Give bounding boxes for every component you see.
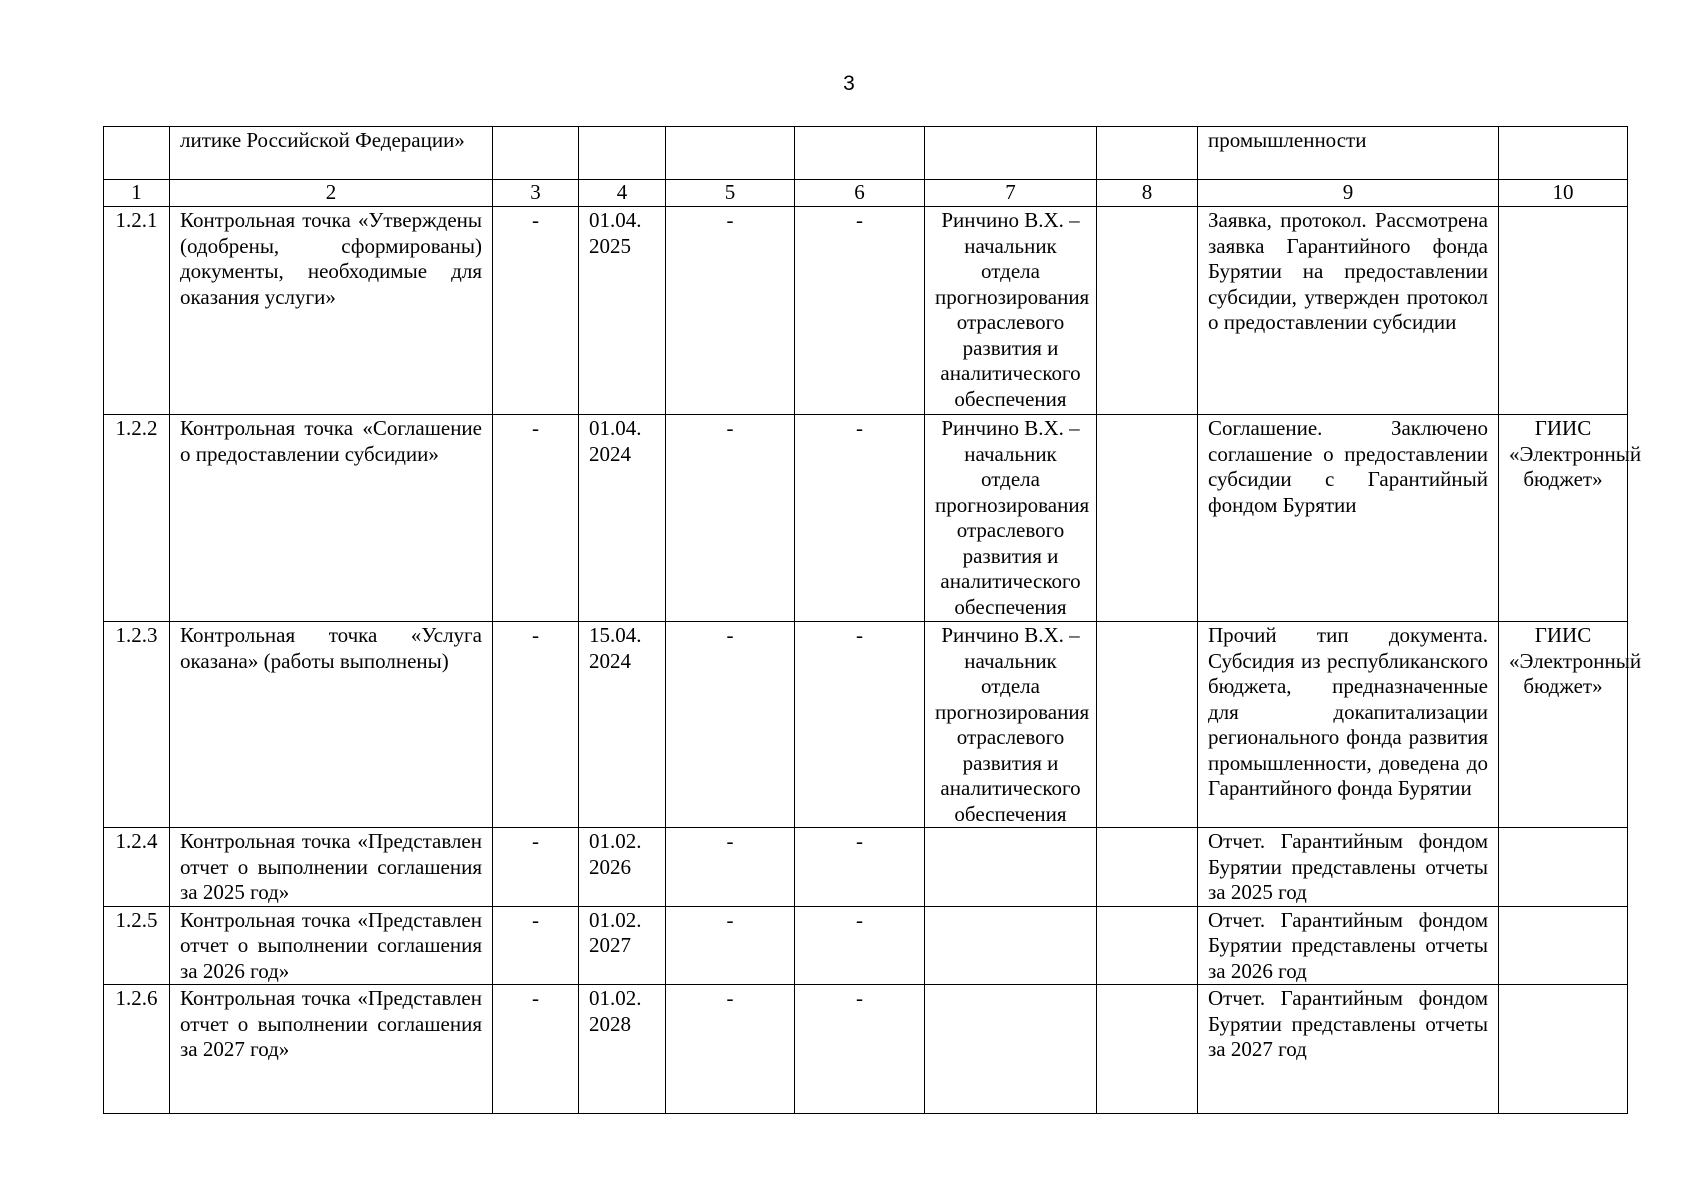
row-number: 1.2.4 (104, 828, 170, 907)
column-number: 1 (104, 180, 170, 207)
row-system: ГИИС «Электронный бюджет» (1499, 415, 1628, 622)
column-number: 4 (579, 180, 666, 207)
row-result: Прочий тип документа. Субсидия из республиканского бюджета, предназначенные для докапитализации регионального фонда развития промышленности, доведена до Гарантийного фонда Бурятии (1198, 622, 1499, 828)
row-name: Контрольная точка «Соглашение о предоставлении субсидии» (170, 415, 493, 622)
row-system (1499, 906, 1628, 985)
column-number-row (104, 180, 1628, 207)
row-number: 1.2.1 (104, 207, 170, 415)
row-number: 1.2.6 (104, 985, 170, 1114)
row-name: Контрольная точка «Услуга оказана» (работы выполнены) (170, 622, 493, 828)
row-result: Соглашение. Заключено соглашение о предоставлении субсидии с Гарантийный фондом Бурятии (1198, 415, 1499, 622)
row-date: 01.04. 2025 (579, 207, 666, 415)
row-col8 (1097, 906, 1198, 985)
row-date: 01.02. 2027 (579, 906, 666, 985)
row-col3: - (493, 622, 579, 828)
table-row (104, 207, 1628, 415)
column-number: 7 (925, 180, 1097, 207)
row-name: Контрольная точка «Представлен отчет о выполнении соглашения за 2025 год» (170, 828, 493, 907)
row-col5: - (666, 207, 795, 415)
row-system (1499, 985, 1628, 1114)
row-result: Отчет. Гарантийным фондом Бурятии представлены отчеты за 2026 год (1198, 906, 1499, 985)
row-col8 (1097, 415, 1198, 622)
continuation-row (104, 127, 1628, 180)
row-col8 (1097, 828, 1198, 907)
column-number: 2 (170, 180, 493, 207)
row-system: ГИИС «Электронный бюджет» (1499, 622, 1628, 828)
row-system (1499, 828, 1628, 907)
row-responsible (925, 985, 1097, 1114)
table-row (104, 622, 1628, 828)
row-date: 01.02. 2028 (579, 985, 666, 1114)
row-result: Отчет. Гарантийным фондом Бурятии представлены отчеты за 2027 год (1198, 985, 1499, 1114)
row-name: Контрольная точка «Представлен отчет о выполнении соглашения за 2027 год» (170, 985, 493, 1114)
row-responsible (925, 828, 1097, 907)
row-col6: - (795, 622, 925, 828)
column-number: 6 (795, 180, 925, 207)
row-col3: - (493, 207, 579, 415)
row-responsible: Ринчино В.Х. – начальник отдела прогнозирования отраслевого развития и аналитического обеспечения (925, 207, 1097, 415)
column-number: 10 (1499, 180, 1628, 207)
column-number: 3 (493, 180, 579, 207)
row-col8 (1097, 207, 1198, 415)
row-col5: - (666, 906, 795, 985)
row-responsible: Ринчино В.Х. – начальник отдела прогнозирования отраслевого развития и аналитического обеспечения (925, 622, 1097, 828)
row-name: Контрольная точка «Представлен отчет о выполнении соглашения за 2026 год» (170, 906, 493, 985)
row-col6: - (795, 415, 925, 622)
row-col3: - (493, 415, 579, 622)
row-responsible: Ринчино В.Х. – начальник отдела прогнозирования отраслевого развития и аналитического обеспечения (925, 415, 1097, 622)
row-date: 01.04. 2024 (579, 415, 666, 622)
row-col8 (1097, 622, 1198, 828)
table-row (104, 906, 1628, 985)
row-result: Заявка, протокол. Рассмотрена заявка Гарантийного фонда Бурятии на предоставлении субсидии, утвержден протокол о предоставлении субсидии (1198, 207, 1499, 415)
row-date: 15.04. 2024 (579, 622, 666, 828)
row-col6: - (795, 828, 925, 907)
row-name: Контрольная точка «Утверждены (одобрены, сформированы) документы, необходимые для оказания услуги» (170, 207, 493, 415)
continuation-col9: промышленности (1198, 127, 1499, 180)
row-col5: - (666, 622, 795, 828)
row-result: Отчет. Гарантийным фондом Бурятии представлены отчеты за 2025 год (1198, 828, 1499, 907)
row-col6: - (795, 906, 925, 985)
column-number: 9 (1198, 180, 1499, 207)
table-row (104, 415, 1628, 622)
row-number: 1.2.3 (104, 622, 170, 828)
table-row (104, 828, 1628, 907)
continuation-col2: литике Российской Федерации» (170, 127, 493, 180)
row-col3: - (493, 828, 579, 907)
row-col5: - (666, 985, 795, 1114)
row-col5: - (666, 415, 795, 622)
row-col3: - (493, 985, 579, 1114)
row-col5: - (666, 828, 795, 907)
row-system (1499, 207, 1628, 415)
row-date: 01.02. 2026 (579, 828, 666, 907)
row-number: 1.2.2 (104, 415, 170, 622)
row-col6: - (795, 207, 925, 415)
page-number: 3 (843, 72, 855, 95)
column-number: 5 (666, 180, 795, 207)
table-row (104, 985, 1628, 1114)
row-col8 (1097, 985, 1198, 1114)
row-col6: - (795, 985, 925, 1114)
row-responsible (925, 906, 1097, 985)
control-points-table (103, 126, 1642, 1114)
column-number: 8 (1097, 180, 1198, 207)
row-number: 1.2.5 (104, 906, 170, 985)
row-col3: - (493, 906, 579, 985)
